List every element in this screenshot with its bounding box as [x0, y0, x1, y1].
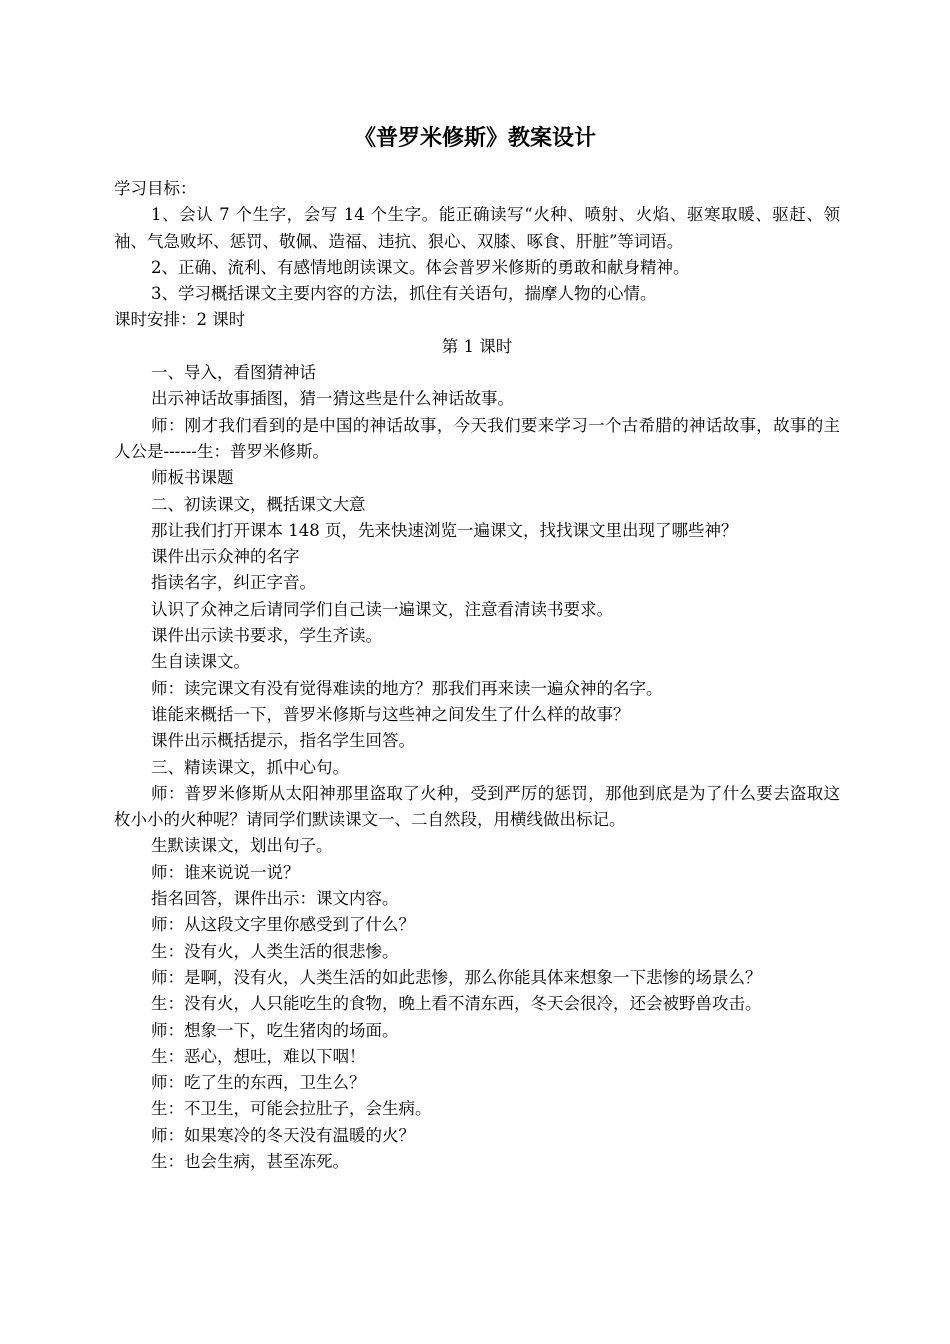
paragraph: 2、正确、流利、有感情地朗读课文。体会普罗米修斯的勇敢和献身精神。 [151, 257, 690, 277]
paragraph: 师：从这段文字里你感受到了什么？ [151, 915, 415, 935]
paragraph: 指名回答，课件出示：课文内容。 [151, 889, 399, 909]
paragraph: 师：想象一下，吃生猪肉的场面。 [151, 1020, 399, 1040]
paragraph: 课时安排：2 课时 [114, 310, 246, 330]
paragraph: 师：是啊，没有火，人类生活的如此悲惨，那么你能具体来想象一下悲惨的场景么？ [151, 967, 762, 987]
paragraph: 师：普罗米修斯从太阳神那里盗取了火种，受到严厉的惩罚，那他到底是为了什么要去盗取这枚小小的火种呢？请同学们默读课文一、二自然段，用横线做出标记。 [114, 783, 840, 830]
paragraph: 谁能来概括一下，普罗米修斯与这些神之间发生了什么样的故事？ [151, 704, 630, 724]
paragraph: 三、精读课文，抓中心句。 [151, 757, 349, 777]
section-heading: 第 1 课时 [441, 336, 513, 356]
paragraph: 3、学习概括课文主要内容的方法，抓住有关语句，揣摩人物的心情。 [151, 284, 657, 304]
paragraph: 那让我们打开课本 148 页，先来快速浏览一遍课文，找找课文里出现了哪些神？ [151, 520, 738, 540]
paragraph: 认识了众神之后请同学们自己读一遍课文，注意看清读书要求。 [151, 599, 613, 619]
paragraph: 师：刚才我们看到的是中国的神话故事，今天我们要来学习一个古希腊的神话故事，故事的主人公是------生：普罗米修斯。 [114, 415, 840, 461]
paragraph: 生：没有火，人只能吃生的食物，晚上看不清东西，冬天会很冷，还会被野兽攻击。 [151, 994, 762, 1014]
paragraph: 生：没有火，人类生活的很悲惨。 [151, 941, 399, 961]
paragraph: 课件出示众神的名字 [151, 547, 300, 567]
document-title: 《普罗米修斯》教案设计 [353, 125, 596, 151]
paragraph: 1、会认 7 个生字，会写 14 个生字。能正确读写“火种、喷射、火焰、驱寒取暖、驱赶、领袖、气急败坏、惩罚、敬佩、造福、违抗、狠心、双膝、啄食、肝脏”等词语。 [114, 205, 840, 251]
paragraph: 一、导入，看图猜神话 [151, 363, 316, 383]
paragraph: 生：不卫生，可能会拉肚子，会生病。 [151, 1099, 432, 1119]
paragraph: 师：吃了生的东西，卫生么？ [151, 1073, 366, 1093]
paragraph: 师：谁来说说一说？ [151, 862, 300, 882]
paragraph: 二、初读课文，概括课文大意 [151, 494, 366, 514]
paragraph: 生自读课文。 [151, 652, 250, 672]
paragraph: 出示神话故事插图，猜一猜这些是什么神话故事。 [151, 389, 514, 409]
paragraph: 生默读课文，划出句子。 [151, 836, 333, 856]
paragraph: 师：读完课文有没有觉得难读的地方？那我们再来读一遍众神的名字。 [151, 678, 663, 698]
paragraph: 生：恶心，想吐，难以下咽！ [151, 1046, 366, 1066]
paragraph: 课件出示概括提示，指名学生回答。 [151, 731, 415, 751]
paragraph: 指读名字，纠正字音。 [151, 573, 316, 593]
paragraph: 师：如果寒冷的冬天没有温暖的火？ [151, 1125, 415, 1145]
paragraph: 师板书课题 [151, 468, 234, 488]
paragraph: 学习目标： [114, 179, 197, 198]
document-body [114, 176, 840, 1175]
paragraph: 生：也会生病，甚至冻死。 [151, 1151, 349, 1171]
paragraph: 课件出示读书要求，学生齐读。 [151, 626, 382, 646]
